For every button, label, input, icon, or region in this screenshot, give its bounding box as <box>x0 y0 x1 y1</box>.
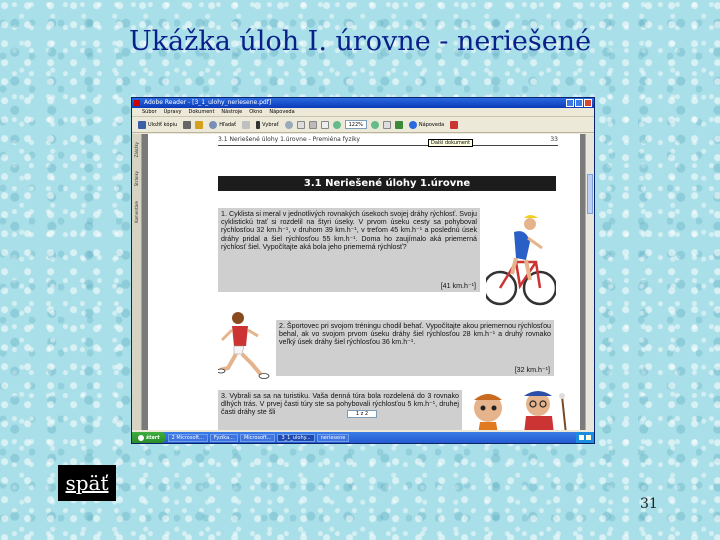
help-button[interactable] <box>407 120 446 130</box>
select-button[interactable] <box>254 120 281 130</box>
search-button[interactable] <box>207 120 238 130</box>
zoom-plus-icon[interactable] <box>371 121 379 129</box>
hand-tool-icon[interactable] <box>242 121 250 129</box>
section-title: 3.1 Neriešené úlohy 1.úrovne <box>218 176 556 191</box>
back-button[interactable]: späť <box>58 465 116 501</box>
zoom-in-icon[interactable] <box>285 121 293 129</box>
menu-tools[interactable]: Nástroje <box>221 109 243 115</box>
taskbar <box>132 432 594 443</box>
toolbar <box>132 117 594 133</box>
running-page-number: 33 <box>550 136 558 143</box>
help-label: Nápoveda <box>418 121 445 128</box>
task-1-text: 1. Cyklista si meral v jednotlivých rovnakých úsekoch svojej dráhy rýchlosť. Svoju cyklistickú trať si rozdelil na štyri úseky. V prvom úseku cesty sa pohyboval rýchlosťou 32 km.h⁻¹, v druhom 39 km.h⁻¹, v treťom 45 km.h⁻¹ a poslednú úsek dráhy pridal a šiel rýchlosťou 55 km.h⁻¹. Doma ho zaujímalo aká priemerná rýchlosť šiel. Vypočítajte aká bola jeho priemerná rýchlosť? <box>221 210 477 251</box>
tab-pages[interactable]: Stránky <box>134 171 139 187</box>
email-icon[interactable] <box>195 121 203 129</box>
slide-page-number: 31 <box>640 496 658 512</box>
task-3 <box>218 390 462 430</box>
task-2-answer: [32 km.h⁻¹] <box>514 365 550 374</box>
select-label: Vybrať <box>262 121 279 128</box>
navigation-tabs <box>132 134 142 430</box>
maximize-icon[interactable] <box>575 99 583 107</box>
content-area <box>132 134 594 430</box>
save-copy-button[interactable] <box>136 120 179 130</box>
taskbar-item[interactable]: neriesene <box>317 434 350 442</box>
search-label: Hľadať <box>219 121 237 128</box>
cyclist-illustration <box>486 202 556 314</box>
runner-illustration <box>218 310 270 380</box>
zoom-field[interactable]: 122% <box>345 120 367 129</box>
adobe-reader-icon <box>134 100 140 106</box>
menu-file[interactable]: Súbor <box>142 109 157 115</box>
rotate-icon[interactable] <box>383 121 391 129</box>
tray-icon[interactable] <box>586 435 591 440</box>
running-head-text: 3.1 Neriešené úlohy 1.úrovne - Premiéna fyziky <box>218 136 360 143</box>
menu-bar <box>132 108 594 117</box>
task-3-text: 3. Vybrali sa sa na turistiku. Vaša denná túra bola rozdelená do 3 rovnako dlhých trás. V prvej časti túry ste sa pohybovali rýchlosťou 5 km.h⁻¹, druhej časti dráhy ste šli <box>221 392 459 417</box>
window-titlebar[interactable] <box>132 98 594 108</box>
help-icon <box>409 121 417 129</box>
save-copy-label: Uložiť kópiu <box>148 121 178 128</box>
menu-window[interactable]: Okno <box>249 109 263 115</box>
slide-title: Ukážka úloh I. úrovne - neriešené <box>128 26 592 57</box>
menu-help[interactable]: Nápoveda <box>269 109 295 115</box>
start-button[interactable] <box>132 432 166 443</box>
vertical-scrollbar[interactable] <box>585 134 594 430</box>
pdf-page <box>148 134 580 430</box>
search-icon <box>209 121 217 129</box>
print-icon[interactable] <box>183 121 191 129</box>
zoom-out-icon[interactable] <box>333 121 341 129</box>
window-title: Adobe Reader - [3_1_ulohy_neriesene.pdf] <box>144 99 272 106</box>
taskbar-item[interactable]: 2 Microsoft... <box>168 434 208 442</box>
cursor-icon <box>256 121 260 129</box>
start-label: štart <box>146 434 160 441</box>
save-icon <box>138 121 146 129</box>
hikers-illustration <box>466 386 578 430</box>
close-icon[interactable] <box>584 99 592 107</box>
document-pane[interactable] <box>142 134 585 430</box>
task-2 <box>276 320 554 376</box>
task-1-answer: [41 km.h⁻¹] <box>440 281 476 290</box>
taskbar-item-active[interactable]: 3_1_ulohy... <box>277 434 314 442</box>
tab-bookmarks[interactable]: Záložky <box>134 142 139 158</box>
next-document-icon[interactable] <box>395 121 403 129</box>
windows-logo-icon <box>138 435 144 441</box>
running-head <box>218 136 558 146</box>
taskbar-item[interactable]: Microsoft... <box>240 434 276 442</box>
actual-size-icon[interactable] <box>309 121 317 129</box>
page-icon[interactable] <box>297 121 305 129</box>
tooltip: Ďalší dokument <box>428 139 473 147</box>
tray-icon[interactable] <box>579 435 584 440</box>
minimize-icon[interactable] <box>566 99 574 107</box>
taskbar-item[interactable]: Fyzika... <box>210 434 238 442</box>
menu-document[interactable]: Dokument <box>188 109 215 115</box>
system-tray <box>576 432 594 443</box>
page-navigation-field[interactable]: 1 z 2 <box>347 410 377 418</box>
task-1 <box>218 208 480 292</box>
scrollbar-thumb[interactable] <box>587 174 593 214</box>
tab-comments[interactable]: Komentáre <box>134 200 139 223</box>
menu-edit[interactable]: Úpravy <box>163 109 182 115</box>
task-2-text: 2. Športovec pri svojom tréningu chodil behať. Vypočítajte akou priemernou rýchlosťou behal, ak vo svojom prvom úseku dráhy šiel rýchlosťou 28 km.h⁻¹ a druhý rovnako veľký úsek dráhy šiel rýchlosťou 36 km.h⁻¹. <box>279 322 551 347</box>
adobe-reader-window <box>131 97 595 444</box>
window-controls <box>566 99 592 107</box>
fit-width-icon[interactable] <box>321 121 329 129</box>
adobe-logo-icon <box>450 121 458 129</box>
